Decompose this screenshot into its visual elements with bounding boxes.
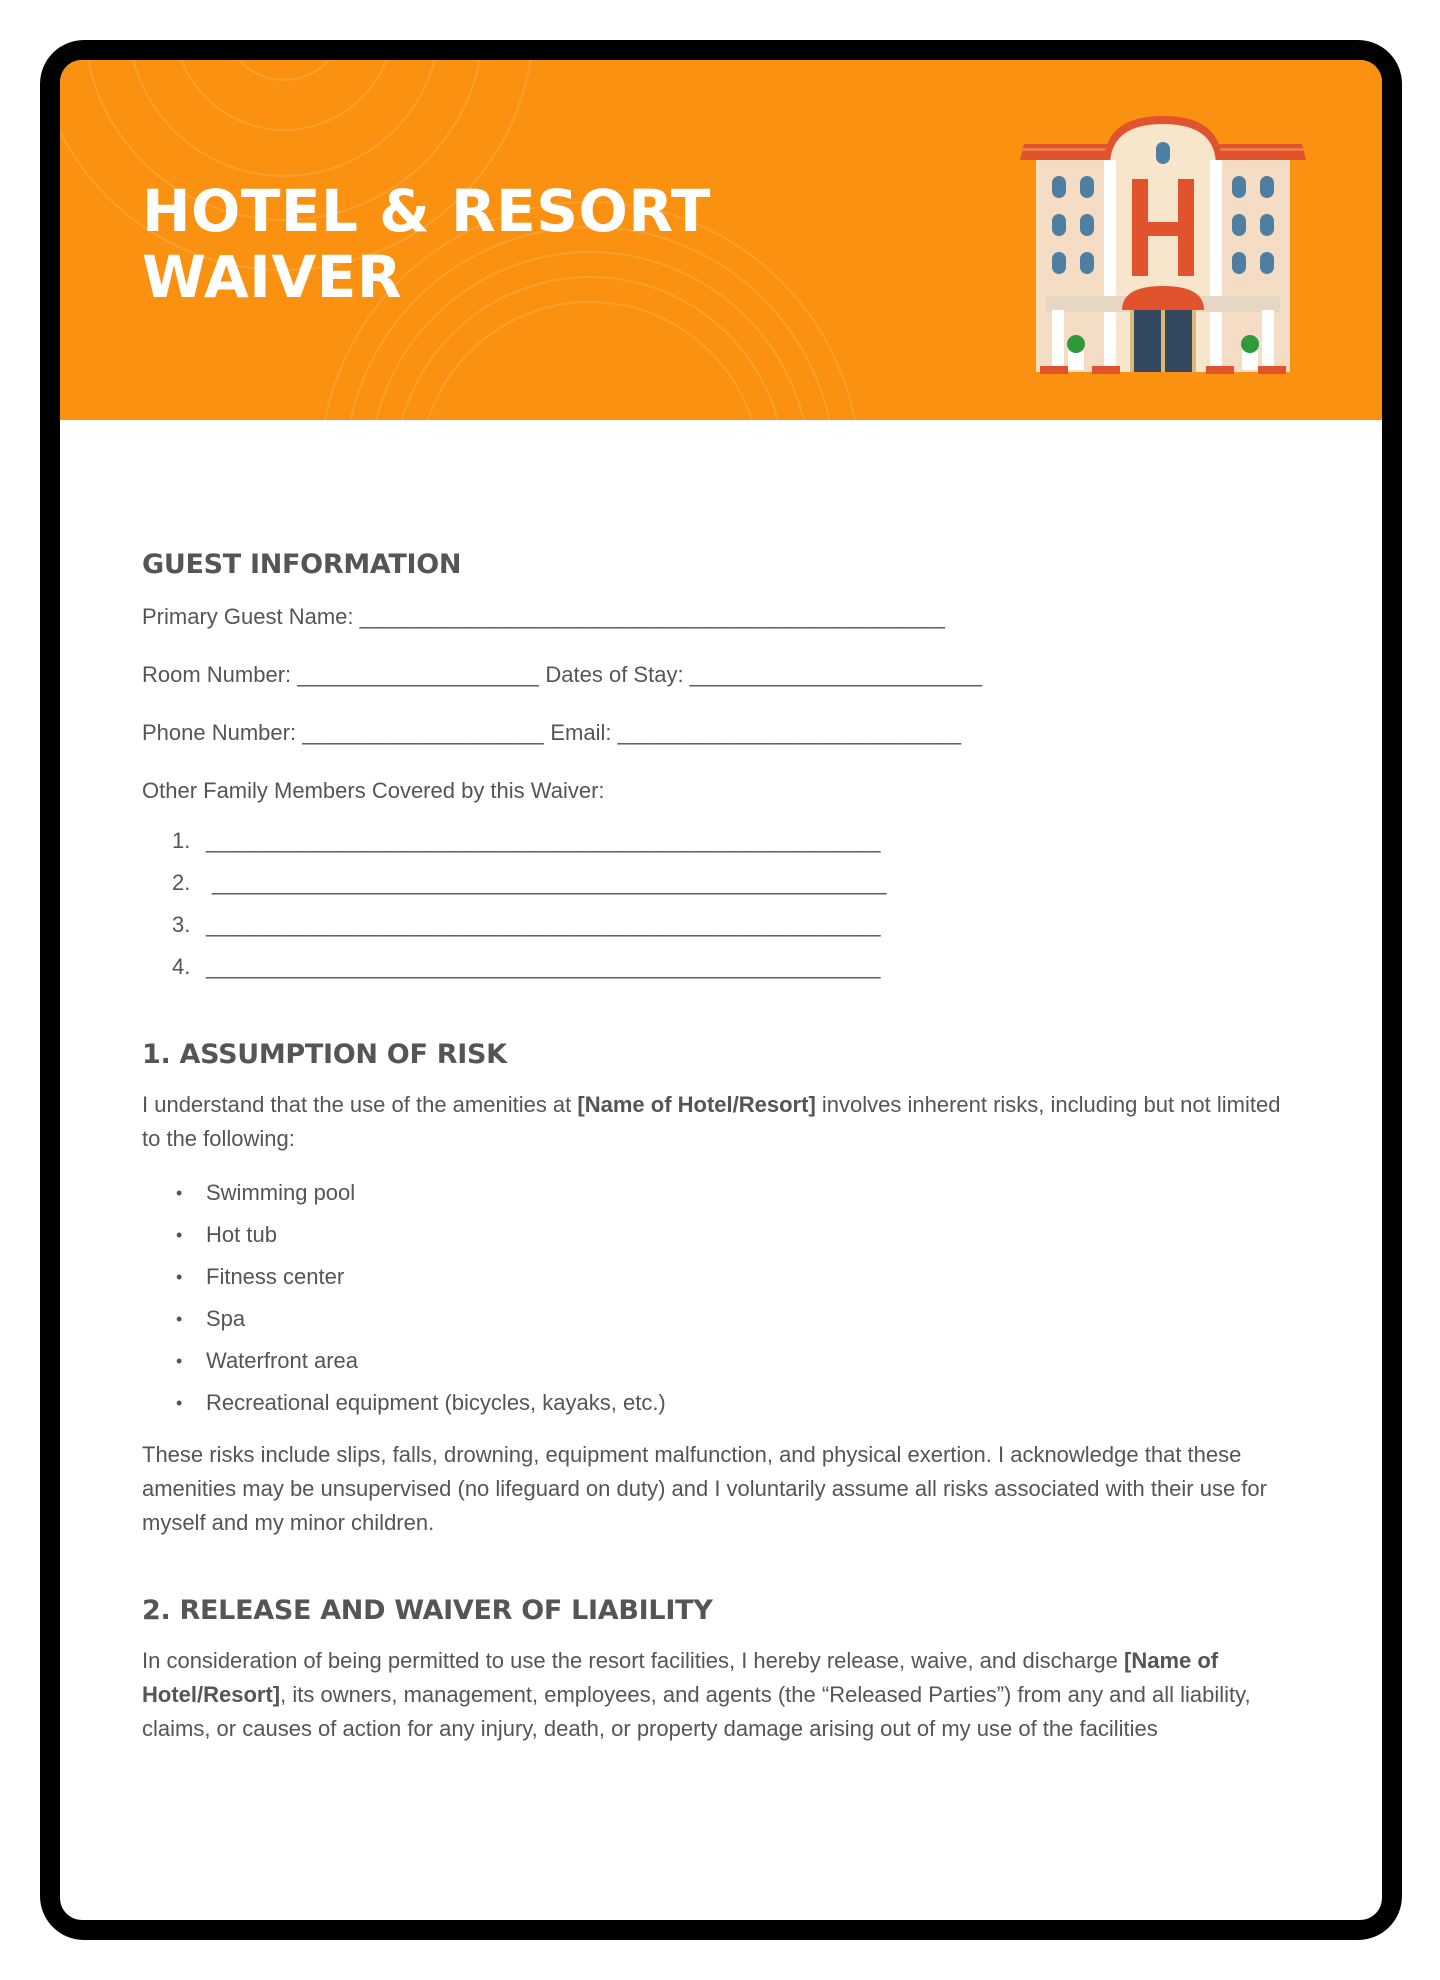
amenity-label: Waterfront area — [206, 1348, 359, 1373]
amenity-label: Hot tub — [206, 1222, 277, 1247]
family-member-row — [142, 862, 1302, 904]
family-member-field[interactable]: _____________________________________________________ — [206, 912, 881, 937]
bullet-icon: • — [176, 1183, 183, 1203]
amenity-label: Swimming pool — [206, 1180, 356, 1205]
guest-information-heading: GUEST INFORMATION — [142, 549, 462, 580]
release-waiver-heading: 2. RELEASE AND WAIVER OF LIABILITY — [142, 1595, 713, 1626]
family-member-row — [142, 904, 1302, 946]
assumption-of-risk-closing: These risks include slips, falls, drowning, equipment malfunction, and physical exertion. I acknowledge that these amenities may be unsupervised (no lifeguard on duty) and I voluntarily assume all risks associated with their use for myself and my minor children. — [142, 1442, 1267, 1535]
family-member-number: 2. — [172, 870, 191, 895]
bullet-icon: • — [176, 1309, 183, 1329]
title-line-1: HOTEL & RESORT — [142, 177, 711, 245]
family-member-number: 4. — [172, 954, 191, 979]
room-dates-row — [142, 658, 1302, 692]
document-body — [142, 500, 1302, 1746]
primary-guest-name-field[interactable]: ______________________________________________ — [359, 604, 946, 629]
hotel-name-placeholder: [Name of Hotel/Resort] — [142, 1648, 1219, 1707]
amenity-item — [142, 1340, 1302, 1382]
bullet-icon: • — [176, 1267, 183, 1287]
family-member-field[interactable]: _____________________________________________________ — [206, 954, 881, 979]
primary-guest-name-label: Primary Guest Name: — [142, 604, 354, 629]
release-waiver-section — [142, 1594, 1302, 1746]
bullet-icon: • — [176, 1393, 183, 1413]
family-member-field[interactable]: _____________________________________________________ — [212, 870, 887, 895]
hotel-building-icon — [1018, 104, 1308, 384]
document-header — [60, 60, 1382, 420]
bullet-icon: • — [176, 1351, 183, 1371]
amenity-label: Fitness center — [206, 1264, 345, 1289]
intro-text-continued: involves inherent risks, including but not limited to the following: — [142, 1092, 1281, 1151]
room-number-field[interactable]: ___________________ — [297, 662, 540, 687]
amenity-label: Spa — [206, 1306, 246, 1331]
page-title — [142, 178, 742, 310]
amenity-item — [142, 1256, 1302, 1298]
primary-guest-name-row — [142, 600, 1302, 634]
release-waiver-text — [142, 1644, 1302, 1746]
email-label: Email: — [550, 720, 612, 745]
guest-information-section — [142, 548, 1302, 988]
amenity-item — [142, 1298, 1302, 1340]
family-members-label: Other Family Members Covered by this Waiver: — [142, 778, 605, 803]
dates-of-stay-field[interactable]: _______________________ — [689, 662, 983, 687]
hotel-name-placeholder: [Name of Hotel/Resort] — [577, 1092, 816, 1117]
amenity-item — [142, 1172, 1302, 1214]
family-members-list — [142, 820, 1302, 988]
family-member-field[interactable]: _____________________________________________________ — [206, 828, 881, 853]
release-text-continued: , its owners, management, employees, and agents (the “Released Parties”) from any and all liability, claims, or causes of action for any injury, death, or property damage arising out of my use of the facilities — [142, 1682, 1251, 1741]
amenity-label: Recreational equipment (bicycles, kayaks, etc.) — [206, 1390, 666, 1415]
family-member-number: 3. — [172, 912, 191, 937]
assumption-of-risk-intro — [142, 1088, 1302, 1156]
amenity-item — [142, 1382, 1302, 1424]
family-member-number: 1. — [172, 828, 191, 853]
title-line-2: WAIVER — [142, 243, 403, 311]
amenities-list — [142, 1172, 1302, 1424]
assumption-of-risk-section — [142, 1038, 1302, 1540]
family-member-row — [142, 820, 1302, 862]
intro-text: I understand that the use of the amenities at — [142, 1092, 578, 1117]
phone-number-label: Phone Number: — [142, 720, 297, 745]
waiver-document — [60, 60, 1382, 1920]
phone-number-field[interactable]: ___________________ — [302, 720, 545, 745]
amenity-item — [142, 1214, 1302, 1256]
family-member-row — [142, 946, 1302, 988]
phone-email-row — [142, 716, 1302, 750]
release-text: In consideration of being permitted to use the resort facilities, I hereby release, waive, and discharge — [142, 1648, 1124, 1673]
assumption-of-risk-heading: 1. ASSUMPTION OF RISK — [142, 1039, 507, 1070]
bullet-icon: • — [176, 1225, 183, 1245]
email-field[interactable]: ___________________________ — [617, 720, 962, 745]
dates-of-stay-label: Dates of Stay: — [545, 662, 684, 687]
room-number-label: Room Number: — [142, 662, 292, 687]
